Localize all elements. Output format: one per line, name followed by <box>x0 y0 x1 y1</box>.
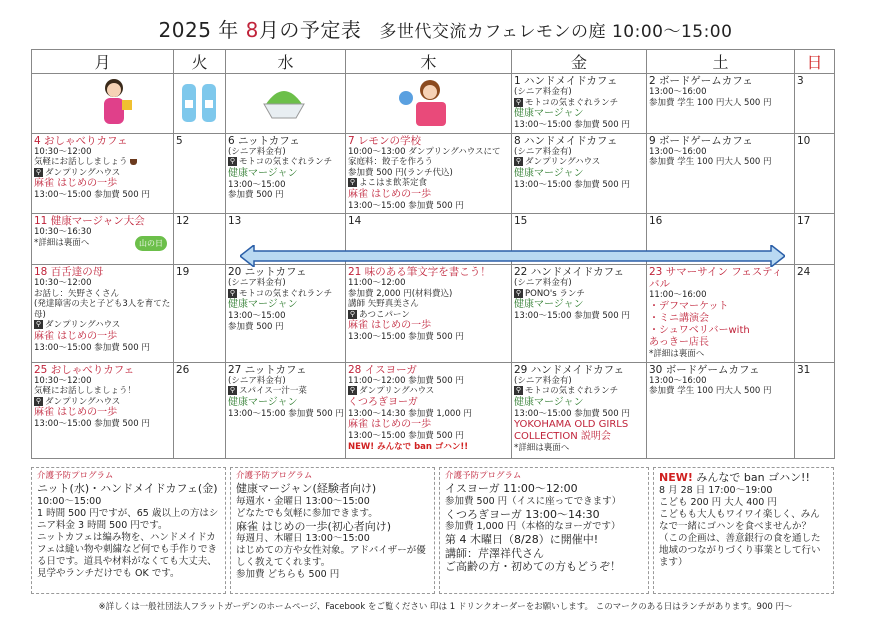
event-note: *詳細は裏面へ <box>34 237 90 248</box>
day-cell-22[interactable] <box>512 265 647 362</box>
weekday-sat: 土 <box>647 50 795 74</box>
event-note: (発達障害の夫と子ども3人を育てた母) <box>34 299 171 320</box>
event-time: 11:00〜12:00 参加費 500 円 <box>348 375 464 386</box>
event-title: 9 ボードゲームカフェ <box>649 134 753 147</box>
shaved-ice-illustration <box>260 78 308 124</box>
event-item: ・シュワベリバーwith <box>649 324 750 336</box>
event-fee: 参加費 学生 100 円大人 500 円 <box>649 97 772 108</box>
event-time: 13:00〜14:30 参加費 1,000 円 <box>348 408 472 419</box>
program-box-yoga <box>439 467 649 594</box>
lunch-name: ダンプリングハウス <box>45 396 121 407</box>
day-cell-4[interactable] <box>32 133 174 214</box>
day-cell-27[interactable] <box>226 362 346 458</box>
event-fee: 参加費 500 円(ランチ代込) <box>348 167 453 178</box>
day-number: 13 <box>228 215 242 228</box>
event-note: (シニア料金有) <box>228 278 286 289</box>
day-number: 10 <box>797 134 811 147</box>
event-note: (シニア料金有) <box>228 146 286 157</box>
box-title: 第 4 木曜日（8/28）に開催中! <box>445 533 599 546</box>
event-item: ・デフマーケット <box>649 300 729 312</box>
event-name: YOKOHAMA OLD GIRLS COLLECTION 説明会 <box>514 419 629 443</box>
title-suffix: 月の予定表 <box>258 18 362 42</box>
event-note: 気軽にお話ししましょう <box>34 157 128 168</box>
event-note: (シニア料金有) <box>228 375 286 386</box>
holiday-badge: 山の日 <box>135 236 167 251</box>
title-month: 8 <box>245 18 259 42</box>
event-title: 29 ハンドメイドカフェ <box>514 363 625 376</box>
day-cell-31[interactable] <box>795 362 835 458</box>
event-fee: 参加費 学生 100 円大人 500 円 <box>649 157 772 168</box>
box-heading: 介護予防プログラム <box>236 471 313 481</box>
event-name: 麻雀 はじめの一歩 <box>348 419 432 431</box>
lunch-name: スパイス一汁一菜 <box>239 386 307 397</box>
cell-empty <box>32 74 174 133</box>
event-note: 家庭料：餃子を作ろう <box>348 157 434 168</box>
day-cell-1[interactable] <box>512 74 647 133</box>
cell-empty <box>174 74 226 133</box>
event-title: 28 イスヨーガ <box>348 363 417 376</box>
box-text: 1 時間 500 円ですが、65 歳以上の方はシニア料金 3 時間 500 円です。 <box>37 507 219 531</box>
day-cell-12[interactable] <box>174 214 226 265</box>
event-note: (シニア料金有) <box>514 87 572 98</box>
event-time: 13:00〜15:00 参加費 500 円 <box>514 408 630 419</box>
week-row <box>32 133 835 214</box>
box-text: どなたでも気軽に参加できます。 <box>236 507 378 519</box>
event-title: 8 ハンドメイドカフェ <box>514 134 618 147</box>
event-title: 7 レモンの学校 <box>348 134 422 147</box>
day-cell-23[interactable] <box>647 265 795 362</box>
day-cell-29[interactable] <box>512 362 647 458</box>
lunch-name: モトコの気まぐれランチ <box>239 157 333 168</box>
event-title: 27 ニットカフェ <box>228 363 307 376</box>
lunch-icon: ⚲ <box>349 178 356 187</box>
event-title: 30 ボードゲームカフェ <box>649 363 760 376</box>
title-subtitle: 多世代交流カフェレモンの庭 10:00〜15:00 <box>379 22 733 42</box>
box-heading: みんなで ban ゴハン!! <box>696 471 810 484</box>
day-cell-17[interactable] <box>795 214 835 265</box>
event-time: 13:00〜15:00 参加費 500 円 <box>348 200 464 211</box>
event-name: 麻雀 はじめの一歩 <box>34 178 118 190</box>
box-heading: 介護予防プログラム <box>37 471 114 481</box>
day-number: 12 <box>176 215 190 228</box>
box-text: （この企画は、善意銀行の食を通した地域のつながりづくり事業として行います） <box>659 532 821 568</box>
lunch-name: ダンプリングハウス <box>359 386 435 397</box>
drink-icon <box>130 159 137 165</box>
week-row <box>32 362 835 458</box>
lunch-icon: ⚲ <box>515 97 522 106</box>
day-cell-25[interactable] <box>32 362 174 458</box>
event-note: *詳細は裏面へ <box>514 443 570 454</box>
event-name: 麻雀 はじめの一歩 <box>348 188 432 200</box>
box-heading: 介護予防プログラム <box>445 471 522 481</box>
event-time: 13:00〜15:00 参加費 500 円 <box>34 190 150 201</box>
lunch-name: モトコの気まぐれランチ <box>239 288 333 299</box>
event-title: 11 健康マージャン大会 <box>34 215 145 228</box>
event-name: 健康マージャン <box>514 299 584 311</box>
event-name: 健康マージャン <box>228 167 298 179</box>
lunch-icon: ⚲ <box>515 386 522 395</box>
weekday-thu: 木 <box>346 50 512 74</box>
lunch-icon: ⚲ <box>229 288 236 297</box>
event-speaker: お話し：矢野さくさん <box>34 288 120 299</box>
event-time: 13:00〜15:00 <box>228 311 286 322</box>
day-cell-20[interactable] <box>226 265 346 362</box>
box-text: 10:00〜15:00 <box>37 495 102 507</box>
event-fee: 参加費 500 円 <box>228 321 284 332</box>
event-time: 13:00〜15:00 参加費 500 円 <box>348 431 464 442</box>
day-number: 31 <box>797 363 811 376</box>
event-time: 13:00〜16:00 <box>649 146 707 157</box>
event-time: 11:00〜16:00 <box>649 290 707 301</box>
day-number: 19 <box>176 266 190 279</box>
weekday-sun: 日 <box>795 50 835 74</box>
event-time: 13:00〜15:00 参加費 500 円 <box>34 342 150 353</box>
event-name: 健康マージャン <box>514 167 584 179</box>
event-title: 20 ニットカフェ <box>228 266 307 279</box>
lunch-name: モトコの気まぐれランチ <box>525 97 619 108</box>
lunch-icon: ⚲ <box>229 157 236 166</box>
box-text: こども 200 円 大人 400 円 <box>659 496 777 508</box>
box-title: ニット(水)・ハンドメイドカフェ(金) <box>37 482 218 495</box>
new-badge: NEW! <box>659 471 693 484</box>
day-cell-2[interactable] <box>647 74 795 133</box>
event-note: (シニア料金有) <box>514 278 572 289</box>
new-event-tag: NEW! みんなで ban ゴハン!! <box>348 441 469 452</box>
lunch-icon: ⚲ <box>515 288 522 297</box>
day-cell-28[interactable] <box>346 362 512 458</box>
box-text: 8 月 28 日 17:00〜19:00 <box>659 484 773 496</box>
event-time: 10:30〜12:00 <box>34 278 92 289</box>
lunch-name: よこはま飲茶定食 <box>359 178 428 189</box>
event-speaker: 講師 矢野真美さん <box>348 299 419 310</box>
box-text: はじめての方や女性対象。アドバイザーが優しく教えてくれます。 <box>236 545 426 568</box>
lunch-icon: ⚲ <box>349 386 356 395</box>
event-time: 13:00〜15:00 参加費 500 円 <box>514 120 630 131</box>
event-item: あっきー店長 <box>649 336 709 348</box>
day-cell-6[interactable] <box>226 133 346 214</box>
day-cell-3[interactable] <box>795 74 835 133</box>
event-title: 4 おしゃべりカフェ <box>34 134 128 147</box>
box-title: ご高齢の方・初めての方もどうぞ！ <box>445 560 621 573</box>
event-title: 21 味のある筆文字を書こう！ <box>348 266 491 279</box>
day-number: 24 <box>797 266 811 279</box>
box-text: ニットカフェは編み物を、ハンドメイドカフェは縫い物や刺繍など何でも手作りできる日です。道具や材料がなくても大丈夫、見学やランチだけでも OK です。 <box>37 531 218 579</box>
box-text: 参加費 1,000 円（本格的なヨーガです） <box>445 521 621 532</box>
day-number: 3 <box>797 75 804 88</box>
event-time: 13:00〜16:00 <box>649 87 707 98</box>
day-cell-9[interactable] <box>647 133 795 214</box>
program-box-mahjong <box>230 467 435 594</box>
day-number: 14 <box>348 215 362 228</box>
ramune-bottles-illustration <box>178 76 224 126</box>
day-cell-18[interactable] <box>32 265 174 362</box>
event-name: 健康マージャン <box>228 396 298 408</box>
girl-with-fan-illustration <box>396 76 456 128</box>
event-name: 麻雀 はじめの一歩 <box>34 330 118 342</box>
lunch-name: モトコの気まぐれランチ <box>525 386 619 397</box>
event-title: 23 サマーサイン フェスティバル <box>649 266 783 291</box>
event-title: 18 百舌達の母 <box>34 266 104 279</box>
day-cell-7[interactable] <box>346 133 512 214</box>
event-title: 22 ハンドメイドカフェ <box>514 266 625 279</box>
lunch-icon: ⚲ <box>229 386 236 395</box>
page-title <box>0 14 891 43</box>
event-time: 10:30〜12:00 <box>34 146 92 157</box>
weekday-wed: 水 <box>226 50 346 74</box>
event-time: 13:00〜15:00 参加費 500 円 <box>514 179 630 190</box>
weekday-fri: 金 <box>512 50 647 74</box>
weekday-mon: 月 <box>32 50 174 74</box>
cell-empty <box>226 74 346 133</box>
box-title: 麻雀 はじめの一歩(初心者向け) <box>236 519 392 533</box>
event-fee: 参加費 学生 100 円大人 500 円 <box>649 386 772 397</box>
event-time: 13:00〜15:00 参加費 500 円 <box>348 332 464 343</box>
event-name: くつろぎヨーガ <box>348 396 418 408</box>
program-box-knit <box>31 467 226 594</box>
day-cell-8[interactable] <box>512 133 647 214</box>
event-time: 13:00〜16:00 <box>649 375 707 386</box>
day-number: 26 <box>176 363 190 376</box>
day-number: 17 <box>797 215 811 228</box>
event-item: ・ミニ講演会 <box>649 312 709 324</box>
event-name: 健康マージャン <box>228 299 298 311</box>
event-time: 11:00〜12:00 <box>348 278 406 289</box>
title-year: 2025 年 <box>158 18 246 42</box>
lunch-icon: ⚲ <box>349 309 356 318</box>
event-time: 10:30〜16:30 <box>34 227 92 238</box>
event-fee: 参加費 2,000 円(材料費込) <box>348 288 453 299</box>
day-cell-26[interactable] <box>174 362 226 458</box>
event-note: *詳細は裏面へ <box>649 348 705 359</box>
event-name: 麻雀 はじめの一歩 <box>348 320 432 332</box>
footer-note: ※詳しくは一般社団法人フラットガーデンのホームページ、Facebook をご覧ください 印は 1 ドリンクオーダーをお願いします。 このマークのある日はランチがあります。900 円〜 <box>98 602 793 612</box>
program-box-ban-gohan <box>653 467 834 594</box>
event-time: 10:00〜13:00 ダンプリングハウスにて <box>348 146 501 157</box>
box-text: 毎週水・金曜日 13:00〜15:00 <box>236 495 370 507</box>
event-time: 10:30〜12:00 <box>34 375 92 386</box>
lunch-icon: ⚲ <box>35 396 42 405</box>
box-title: くつろぎヨーガ 13:00〜14:30 <box>445 507 600 521</box>
event-name: 健康マージャン <box>514 108 584 120</box>
event-name: 健康マージャン <box>514 396 584 408</box>
lunch-name: ダンプリングハウス <box>525 157 601 168</box>
lunch-name: あつこパーン <box>359 309 410 320</box>
lunch-name: ダンプリングハウス <box>45 167 121 178</box>
event-title: 25 おしゃべりカフェ <box>34 363 135 376</box>
event-title: 6 ニットカフェ <box>228 134 300 147</box>
lunch-name: ダンプリングハウス <box>45 320 121 331</box>
day-number: 5 <box>176 134 183 147</box>
day-cell-21[interactable] <box>346 265 512 362</box>
weekday-tue: 火 <box>174 50 226 74</box>
day-number: 16 <box>649 215 663 228</box>
event-note: (シニア料金有) <box>514 146 572 157</box>
event-time: 13:00〜15:00 参加費 500 円 <box>34 419 150 430</box>
box-title: 健康マージャン(経験者向け) <box>236 482 377 495</box>
box-text: こどもも大人もワイワイ楽しく、みんなで一緒にゴハンを食べませんか？ <box>659 508 820 532</box>
lunch-icon: ⚲ <box>35 167 42 176</box>
event-fee: 参加費 500 円 <box>228 190 284 201</box>
box-title: イスヨーガ 11:00〜12:00 <box>445 482 578 495</box>
obon-holiday-arrow <box>240 245 785 267</box>
day-cell-19[interactable] <box>174 265 226 362</box>
lunch-name: PONO's ランチ <box>525 288 585 299</box>
box-text: 参加費 500 円（イスに座ってできます） <box>445 495 622 507</box>
day-cell-11[interactable] <box>32 214 174 265</box>
event-time: 13:00〜15:00 参加費 500 円 <box>514 311 630 322</box>
lunch-icon: ⚲ <box>35 320 42 329</box>
woman-illustration <box>92 76 142 128</box>
day-cell-10[interactable] <box>795 133 835 214</box>
box-text: 毎週月、木曜日 13:00〜15:00 <box>236 533 370 544</box>
box-text: 参加費 どちらも 500 円 <box>236 569 340 580</box>
event-name: 麻雀 はじめの一歩 <box>34 407 118 419</box>
day-cell-5[interactable] <box>174 133 226 214</box>
event-time: 13:00〜15:00 <box>228 179 286 190</box>
program-boxes <box>31 467 834 594</box>
lunch-icon: ⚲ <box>515 157 522 166</box>
day-cell-30[interactable] <box>647 362 795 458</box>
box-title: 講師：芹澤祥代さん <box>445 546 544 560</box>
week-row <box>32 265 835 362</box>
event-time: 13:00〜15:00 参加費 500 円 <box>228 408 344 419</box>
event-note: (シニア料金有) <box>514 375 572 386</box>
event-title: 2 ボードゲームカフェ <box>649 75 753 88</box>
cell-empty <box>346 74 512 133</box>
event-title: 1 ハンドメイドカフェ <box>514 75 618 88</box>
event-note: 気軽にお話ししましょう！ <box>34 386 137 397</box>
day-number: 15 <box>514 215 528 228</box>
week-row <box>32 74 835 133</box>
day-cell-24[interactable] <box>795 265 835 362</box>
